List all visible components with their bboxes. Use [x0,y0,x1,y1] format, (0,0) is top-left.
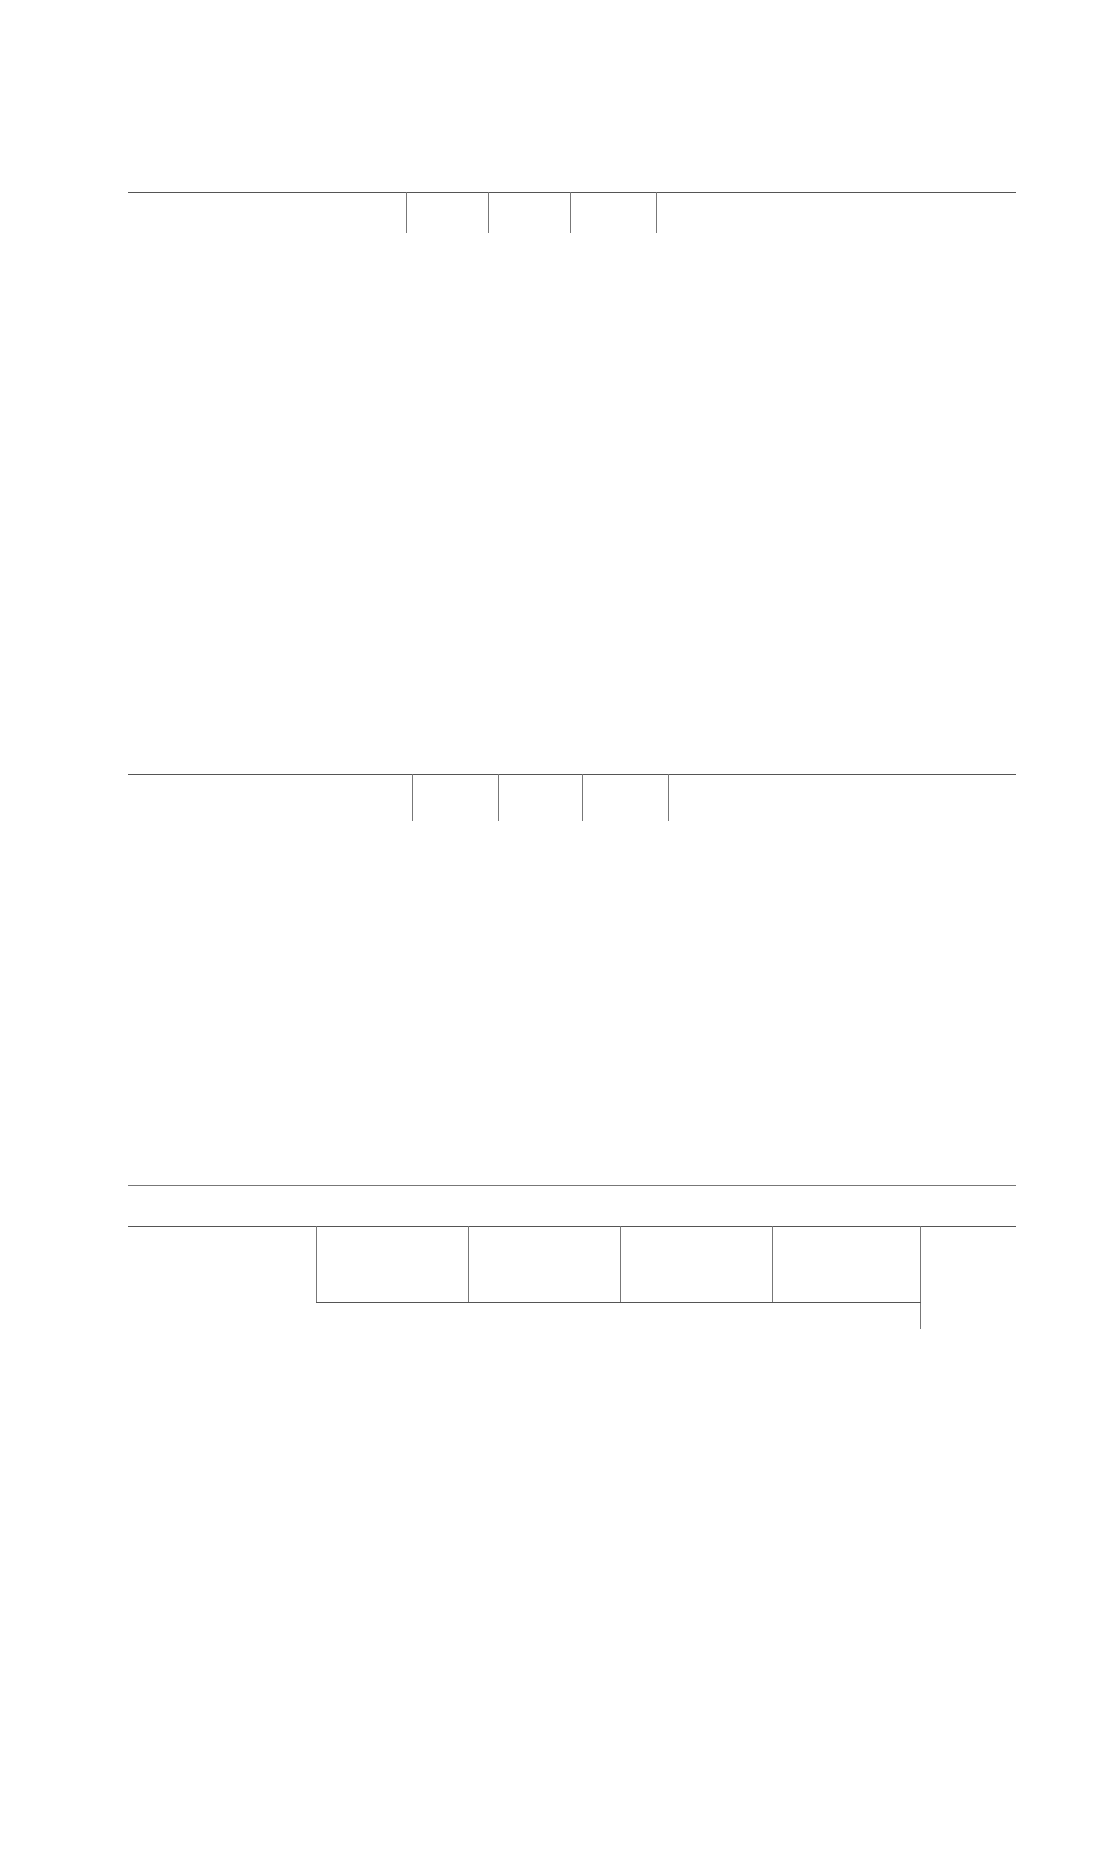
col-header-half-castes-maoris [468,1227,620,1303]
table-e [128,1226,1016,1329]
col-header-schools [920,1227,1016,1329]
col-header-total [570,193,656,233]
col-header-boys [412,775,498,821]
col-header-percentages [668,775,1016,821]
col-header-district [128,1227,316,1329]
col-header-total [772,1227,920,1303]
table-d [128,774,1016,821]
section-divider [128,1185,1016,1186]
table-c [128,192,1016,233]
col-header-pure-maoris [316,1227,468,1303]
col-header-boys [406,193,488,233]
col-header-percentages [656,193,1016,233]
col-header-girls [498,775,582,821]
col-header-totals [582,775,668,821]
col-header-girls [488,193,570,233]
col-header-half-castes-europeans [620,1227,772,1303]
col-header-ages [128,193,406,233]
col-header-standards [128,775,412,821]
